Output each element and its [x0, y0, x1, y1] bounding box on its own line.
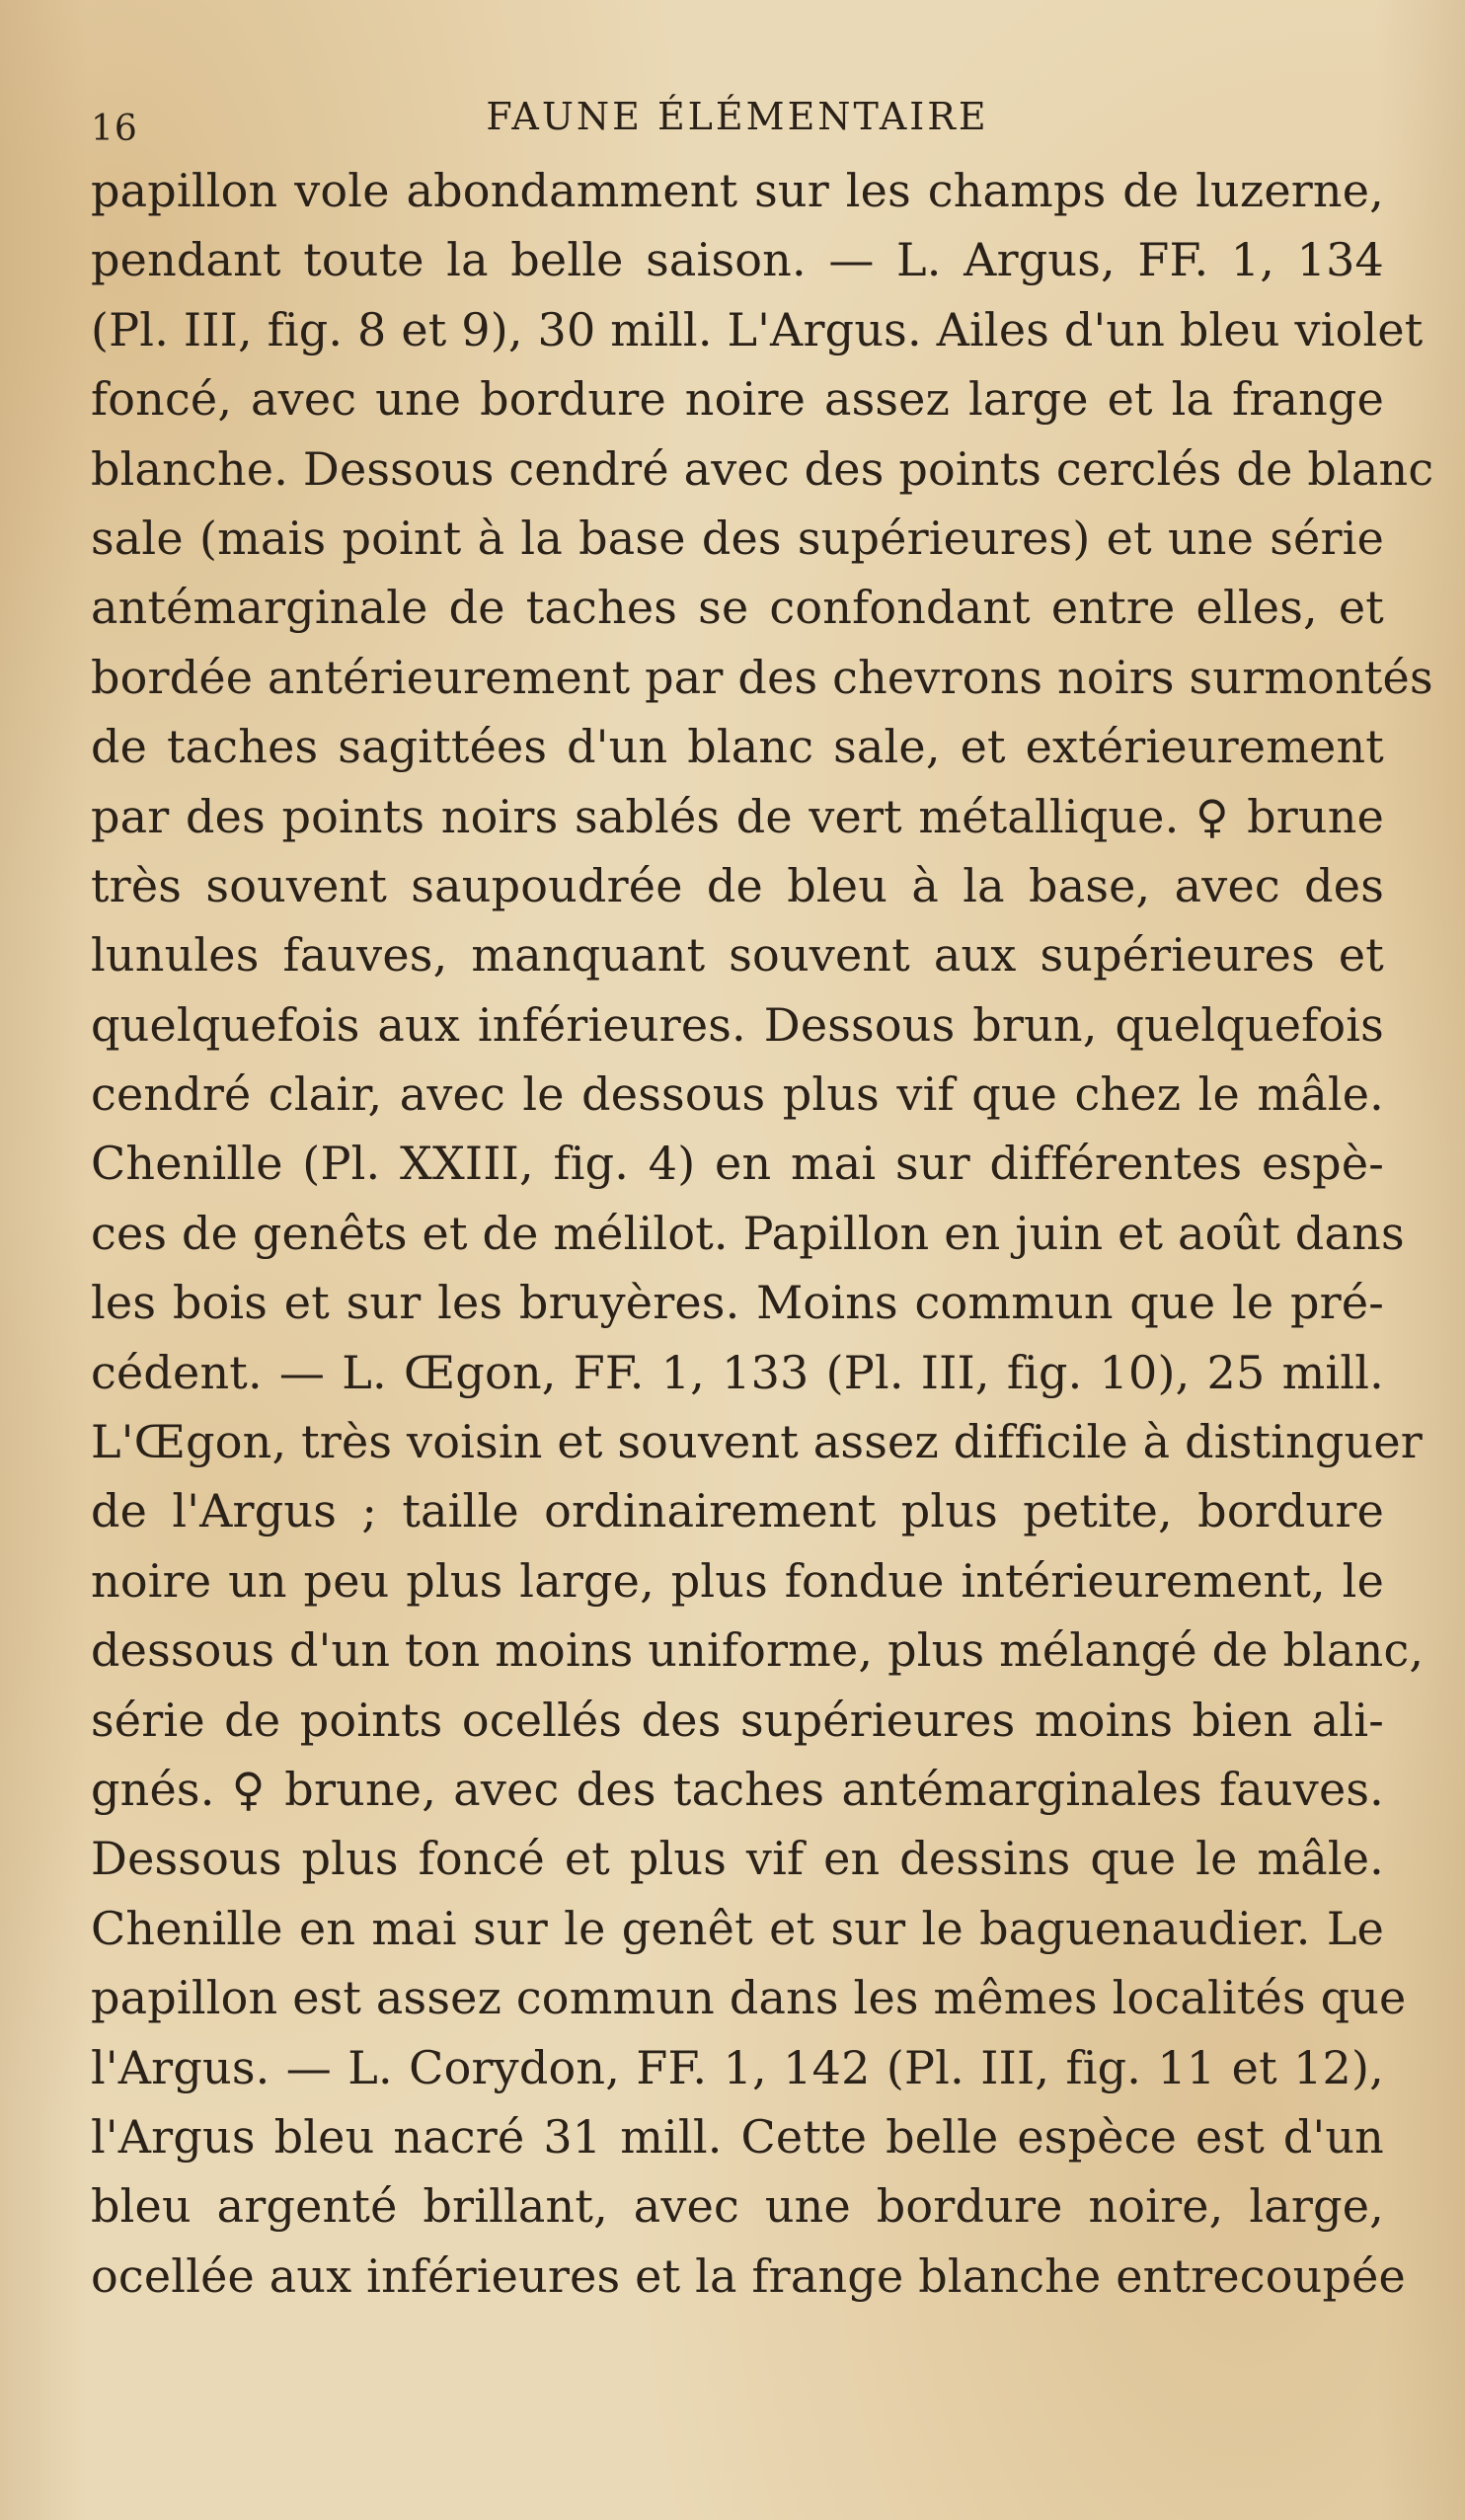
- text-line: cendré clair, avec le dessous plus vif que chez le mâle.: [91, 1067, 1384, 1122]
- text-line: quelquefois aux inférieures. Dessous brun, quelquefois: [91, 997, 1384, 1052]
- text-line: l'Argus. — L. Corydon, FF. 1, 142 (Pl. III, fig. 11 et 12),: [91, 2040, 1384, 2094]
- text-line: gnés. ♀ brune, avec des taches antémarginales fauves.: [91, 1762, 1384, 1816]
- text-line: L'Œgon, très voisin et souvent assez difficile à distinguer: [91, 1415, 1423, 1469]
- text-line: sale (mais point à la base des supérieures) et une série: [91, 511, 1384, 565]
- text-line: blanche. Dessous cendré avec des points cerclés de blanc: [91, 441, 1434, 496]
- text-line: de taches sagittées d'un blanc sale, et extérieurement: [91, 720, 1384, 774]
- text-line: de l'Argus ; taille ordinairement plus petite, bordure: [91, 1484, 1384, 1538]
- text-line: dessous d'un ton moins uniforme, plus mélangé de blanc,: [91, 1623, 1425, 1678]
- text-line: noire un peu plus large, plus fondue intérieurement, le: [91, 1553, 1384, 1608]
- page-number: 16: [91, 109, 138, 149]
- text-line: lunules fauves, manquant souvent aux supérieures et: [91, 928, 1384, 983]
- text-line: bleu argenté brillant, avec une bordure noire, large,: [91, 2179, 1384, 2234]
- text-line: antémarginale de taches se confondant entre elles, et: [91, 581, 1384, 635]
- text-line: papillon est assez commun dans les mêmes localités que: [91, 1971, 1407, 2025]
- text-line: Chenille en mai sur le genêt et sur le baguenaudier. Le: [91, 1901, 1384, 1955]
- text-line: ces de genêts et de mélilot. Papillon en juin et août dans: [91, 1206, 1405, 1260]
- text-line: Dessous plus foncé et plus vif en dessins que le mâle.: [91, 1832, 1384, 1886]
- text-line: (Pl. III, fig. 8 et 9), 30 mill. L'Argus. Ailes d'un bleu violet: [91, 302, 1424, 356]
- text-line: ocellée aux inférieures et la frange blanche entrecoupée: [91, 2248, 1406, 2303]
- text-line: par des points noirs sablés de vert métallique. ♀ brune: [91, 789, 1384, 843]
- text-line: bordée antérieurement par des chevrons noirs surmontés: [91, 650, 1433, 704]
- text-line: les bois et sur les bruyères. Moins commun que le pré-: [91, 1276, 1384, 1330]
- text-line: pendant toute la belle saison. — L. Argus, FF. 1, 134: [91, 233, 1384, 287]
- page-header: [91, 87, 1384, 156]
- text-line: cédent. — L. Œgon, FF. 1, 133 (Pl. III, fig. 10), 25 mill.: [91, 1345, 1384, 1399]
- text-line: l'Argus bleu nacré 31 mill. Cette belle espèce est d'un: [91, 2109, 1384, 2164]
- text-line: série de points ocellés des supérieures moins bien ali-: [91, 1693, 1384, 1747]
- book-page: [91, 87, 1434, 2311]
- text-line: Chenille (Pl. XXIII, fig. 4) en mai sur différentes espè-: [91, 1137, 1384, 1191]
- text-line: foncé, avec une bordure noire assez large et la frange: [91, 372, 1384, 427]
- text-line: papillon vole abondamment sur les champs de luzerne,: [91, 164, 1384, 217]
- body-text: [91, 156, 1434, 2311]
- running-title: FAUNE ÉLÉMENTAIRE: [486, 95, 989, 138]
- text-line: très souvent saupoudrée de bleu à la base, avec des: [91, 858, 1384, 912]
